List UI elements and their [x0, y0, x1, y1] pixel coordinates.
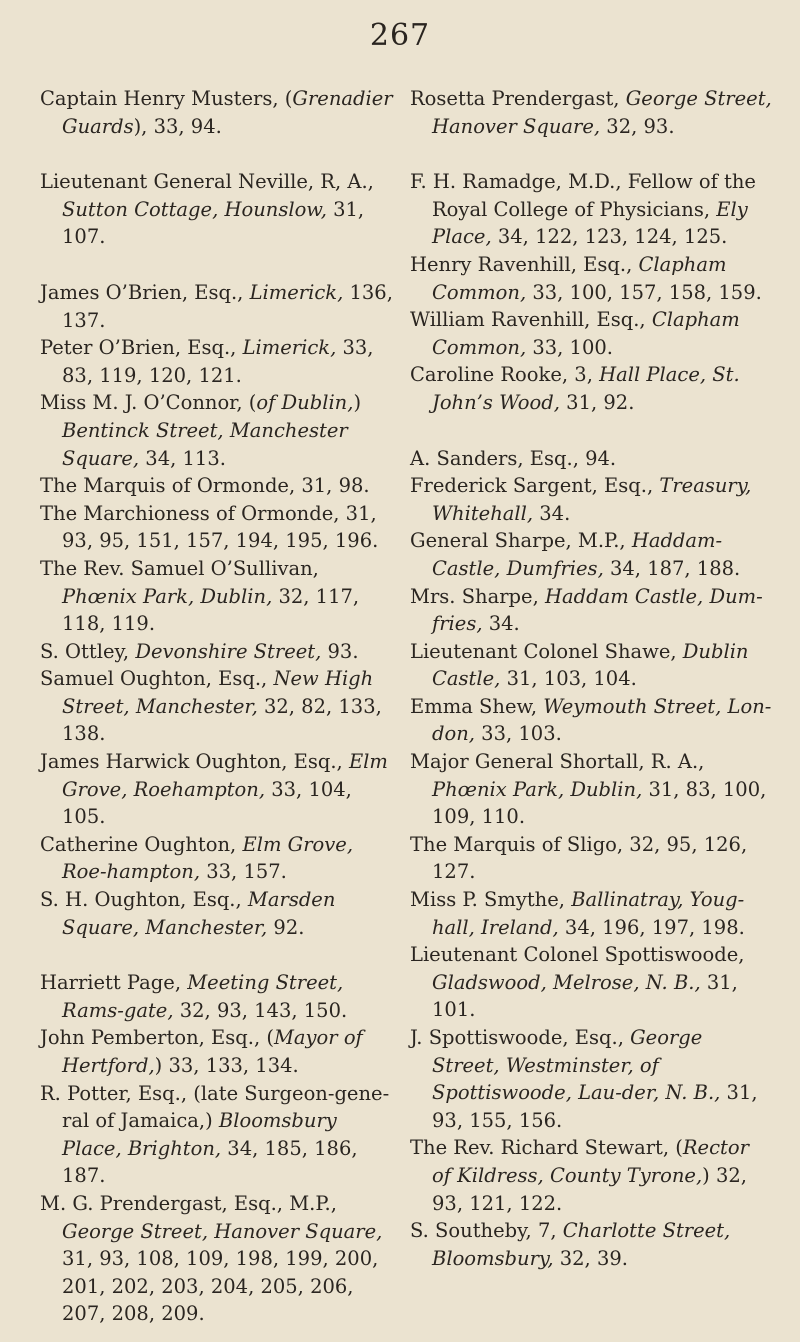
- entry-address: Dublin Castle,: [432, 639, 749, 691]
- entry-text: 32, 82, 133, 138.: [62, 694, 382, 746]
- entry-text: S. H. Oughton, Esq.,: [40, 888, 248, 912]
- entry-text: The Marquis of Sligo, 32, 95, 126, 127.: [410, 832, 748, 884]
- entry-text: A. Sanders, Esq., 94.: [410, 446, 617, 470]
- index-entry: [410, 886, 772, 941]
- entry-address: Grenadier Guards: [62, 87, 393, 138]
- index-entry: [40, 168, 395, 251]
- entry-address: George Street, Hanover Square,: [432, 87, 772, 138]
- index-entry: [410, 85, 772, 140]
- index-entry: [40, 555, 395, 638]
- entry-text: General Sharpe, M.P.,: [410, 529, 632, 553]
- entry-text: Frederick Sargent, Esq.,: [410, 474, 660, 498]
- index-entry: [40, 1080, 395, 1190]
- entry-text: The Marquis of Ormonde, 31, 98.: [40, 474, 370, 498]
- index-entry: [410, 445, 772, 473]
- entry-text: S. Southeby, 7,: [410, 1219, 563, 1243]
- entry-text: 34, 196, 197, 198.: [558, 915, 745, 939]
- entry-text: Emma Shew,: [410, 694, 544, 718]
- entry-text: R. Potter, Esq., (late Surgeon-gene-ral of Jamaica,): [40, 1081, 390, 1133]
- entry-address: Clapham Common,: [432, 308, 740, 359]
- entry-text: 32, 117, 118, 119.: [62, 584, 360, 636]
- entry-text: 136, 137.: [62, 280, 393, 332]
- index-entry: [40, 472, 395, 500]
- entry-text: Rosetta Prendergast,: [410, 87, 626, 110]
- index-entry: [40, 500, 395, 555]
- index-entry: [410, 748, 772, 831]
- entry-address: Limerick,: [242, 336, 337, 360]
- entry-text: Henry Ravenhill, Esq.,: [410, 252, 639, 276]
- entry-text: 31, 83, 100, 109, 110.: [432, 777, 767, 829]
- entry-text: F. H. Ramadge, M.D., Fellow of the Royal College of Physicians,: [410, 170, 756, 221]
- entry-address: Limerick,: [249, 280, 344, 304]
- page-number: 267: [369, 18, 431, 53]
- index-entry: [40, 748, 395, 831]
- index-entry: [40, 969, 395, 1024]
- index-entry: [410, 583, 772, 638]
- entry-text: William Ravenhill, Esq.,: [410, 308, 652, 332]
- entry-text: 34, 187, 188.: [603, 556, 741, 580]
- entry-text: Lieutenant Colonel Shawe,: [410, 639, 683, 663]
- entry-text: ) 32, 93, 121, 122.: [432, 1163, 747, 1215]
- entry-address: Phœnix Park, Dublin,: [62, 584, 273, 608]
- entry-text: 31, 101.: [432, 970, 738, 1022]
- entry-text: 34, 185, 186, 187.: [62, 1136, 358, 1188]
- entry-text: 33, 103.: [474, 722, 562, 746]
- entry-text: 32, 93, 143, 150.: [173, 998, 348, 1022]
- entry-text: Major General Shortall, R. A.,: [410, 750, 705, 774]
- entry-text: J. Spottiswoode, Esq.,: [410, 1026, 631, 1049]
- index-entry: [40, 279, 395, 334]
- entry-address: Clapham Common,: [432, 252, 727, 304]
- entry-address: Elm Grove, Roehampton,: [62, 750, 388, 801]
- entry-text: Lieutenant Colonel Spottiswoode,: [410, 943, 745, 967]
- entry-address: Charlotte Street, Bloomsbury,: [432, 1219, 731, 1270]
- entry-text: 34.: [533, 501, 571, 525]
- entry-text: 33, 100.: [526, 335, 613, 359]
- index-entry: [410, 472, 772, 527]
- entry-text: 93.: [321, 639, 359, 663]
- entry-text: Samuel Oughton, Esq.,: [40, 667, 274, 691]
- entry-text: The Marchioness of Ormonde, 31, 93, 95, 151, 157, 194, 195, 196.: [40, 501, 379, 553]
- index-entry: [40, 389, 395, 472]
- entry-address: Marsden Square, Manchester,: [62, 888, 336, 939]
- entry-text: 33, 83, 119, 120, 121.: [62, 336, 374, 387]
- index-entry: [410, 527, 772, 582]
- entry-text: ), 33, 94.: [133, 114, 222, 138]
- entry-address: Devonshire Street,: [135, 639, 322, 663]
- entry-text: 34, 122, 123, 124, 125.: [491, 225, 728, 249]
- entry-address: Phœnix Park, Dublin,: [432, 777, 643, 801]
- entry-text: ): [353, 391, 362, 415]
- entry-address: Hall Place, St. John’s Wood,: [432, 363, 740, 414]
- entry-text: Harriett Page,: [40, 971, 188, 995]
- entry-text: 31, 107.: [62, 197, 365, 249]
- entry-text: 34, 113.: [139, 446, 226, 470]
- index-entry: [410, 1024, 772, 1134]
- entry-text: Catherine Oughton,: [40, 832, 243, 856]
- entry-address: Gladswood, Melrose, N. B.,: [432, 970, 701, 994]
- entry-address: Treasury, Whitehall,: [432, 474, 752, 525]
- entry-address: George Street, Westminster, of Spottiswoode, Lau-der, N. B.,: [432, 1026, 721, 1105]
- index-entry: [410, 693, 772, 748]
- entry-address: of Dublin,: [256, 391, 354, 415]
- index-entry: [410, 168, 772, 251]
- entry-address: Weymouth Street, Lon-don,: [432, 694, 772, 746]
- index-entry: [40, 831, 395, 886]
- entry-text: 31, 92.: [559, 390, 635, 414]
- entry-text: 32, 39.: [553, 1246, 628, 1270]
- entry-text: Miss P. Smythe,: [410, 888, 572, 912]
- index-entry: [40, 886, 395, 941]
- index-entry: [40, 85, 395, 140]
- entry-text: James Harwick Oughton, Esq.,: [40, 750, 349, 774]
- entry-text: S. Ottley,: [40, 639, 136, 663]
- entry-address: Ballinatray, Youg-hall, Ireland,: [432, 888, 745, 939]
- entry-text: Peter O’Brien, Esq.,: [40, 336, 243, 360]
- left-column: [40, 85, 395, 1328]
- index-entry: [410, 638, 772, 693]
- entry-text: Caroline Rooke, 3,: [410, 363, 600, 387]
- entry-address: Mayor of Hertford,: [62, 1026, 363, 1077]
- index-entry: [40, 638, 395, 666]
- index-entry: [40, 665, 395, 748]
- entry-text: 32, 93.: [600, 114, 675, 138]
- entry-text: Captain Henry Musters, (: [40, 87, 293, 110]
- entry-text: The Rev. Samuel O’Sullivan,: [40, 556, 319, 580]
- index-entry: [410, 941, 772, 1024]
- index-entry: [410, 831, 772, 886]
- entry-address: Ely Place,: [432, 197, 748, 249]
- index-entry: [40, 334, 395, 389]
- entry-address: Bloomsbury Place, Brighton,: [62, 1109, 337, 1160]
- entry-address: George Street, Hanover Square,: [62, 1219, 383, 1243]
- index-entry: [410, 251, 772, 306]
- entry-text: 33, 157.: [200, 860, 287, 884]
- entry-text: ) 33, 133, 134.: [154, 1054, 299, 1077]
- entry-text: James O’Brien, Esq.,: [40, 280, 250, 304]
- index-entry: [410, 1134, 772, 1217]
- index-entry: [410, 361, 772, 416]
- entry-address: Rector of Kildress, County Tyrone,: [432, 1136, 749, 1187]
- entry-text: Mrs. Sharpe,: [410, 584, 545, 608]
- index-entry: [40, 1190, 395, 1328]
- entry-text: 92.: [267, 915, 305, 939]
- entry-text: Lieutenant General Neville, R, A.,: [40, 170, 374, 194]
- right-column: [410, 85, 772, 1272]
- entry-address: Meeting Street, Rams-gate,: [62, 971, 344, 1022]
- entry-address: Haddam-Castle, Dumfries,: [432, 529, 723, 580]
- entry-address: Sutton Cottage, Hounslow,: [62, 197, 327, 221]
- index-entry: [40, 1024, 395, 1079]
- entry-text: Miss M. J. O’Connor, (: [40, 391, 257, 415]
- entry-text: 33, 100, 157, 158, 159.: [526, 280, 762, 304]
- entry-address: Bentinck Street, Manchester Square,: [62, 418, 348, 470]
- entry-text: 33, 104, 105.: [62, 777, 352, 829]
- entry-text: 31, 103, 104.: [500, 667, 637, 691]
- entry-text: John Pemberton, Esq., (: [40, 1026, 274, 1050]
- entry-text: 34.: [482, 612, 520, 636]
- index-entry: [410, 306, 772, 361]
- entry-text: 31, 93, 108, 109, 198, 199, 200, 201, 202, 203, 204, 205, 206, 207, 208, 209.: [62, 1247, 379, 1326]
- entry-address: Haddam Castle, Dum-fries,: [432, 584, 763, 636]
- entry-text: The Rev. Richard Stewart, (: [410, 1136, 683, 1160]
- entry-address: New High Street, Manchester,: [62, 667, 374, 718]
- entry-address: Elm Grove, Roe-hampton,: [62, 832, 354, 884]
- entry-text: M. G. Prendergast, Esq., M.P.,: [40, 1191, 337, 1215]
- entry-text: 31, 93, 155, 156.: [432, 1081, 758, 1132]
- index-entry: [410, 1217, 772, 1272]
